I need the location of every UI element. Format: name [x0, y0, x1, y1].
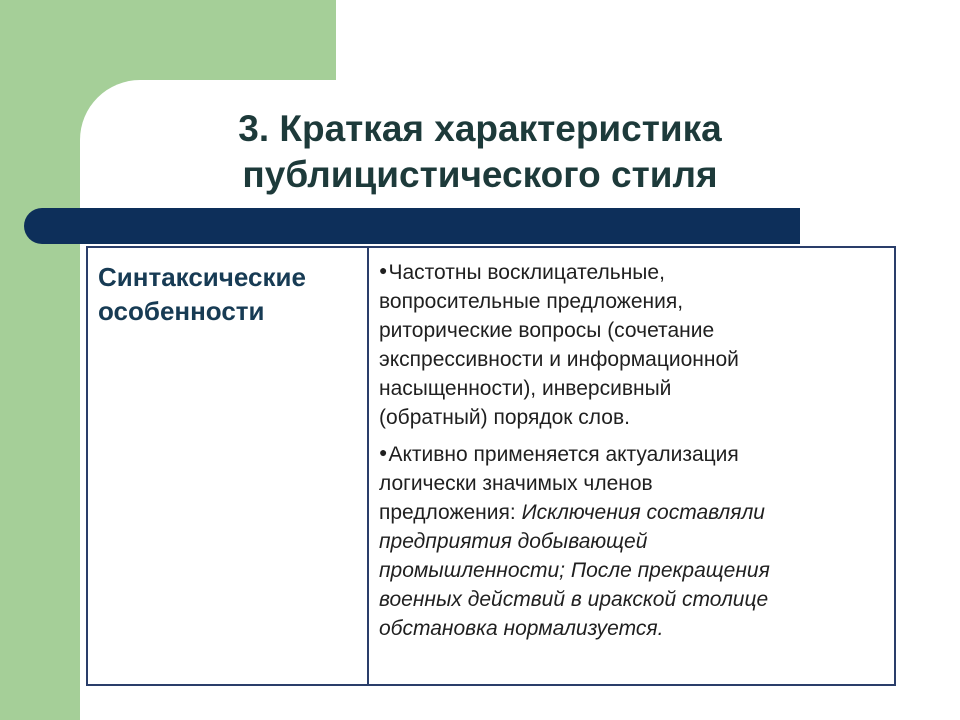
table-right-cell — [369, 248, 894, 684]
item1-line-6: (обратный) порядок слов. — [379, 406, 630, 429]
item2-text-3: предложения: — [379, 501, 522, 524]
cell-heading — [98, 260, 367, 328]
item2-line-3 — [379, 498, 884, 527]
list-item-syntax-1 — [379, 256, 884, 432]
item1-line-4: экспрессивности и информационной — [379, 348, 739, 371]
table-left-cell — [88, 248, 369, 684]
list-item-syntax-2 — [379, 438, 884, 643]
item1-line-1 — [379, 256, 884, 287]
title-line-1: 3. Краткая характеристика — [238, 108, 722, 149]
item1-line-3: риторические вопросы (сочетание — [379, 319, 715, 342]
bullet-icon: ● — [379, 262, 388, 278]
white-top-area — [336, 0, 960, 80]
title-underline-bar — [24, 208, 800, 244]
example-italic-5: обстановка нормализуется. — [379, 617, 664, 640]
item2-text-1: Активно применяется актуализация — [388, 443, 739, 466]
item1-text-1: Частотны восклицательные, — [388, 261, 665, 284]
slide-title — [160, 106, 800, 198]
example-italic-2: предприятия добывающей — [379, 530, 648, 553]
item1-line-2: вопросительные предложения, — [379, 290, 684, 313]
characteristics-table — [86, 246, 896, 686]
heading-line-1: Синтаксические — [98, 262, 306, 292]
example-italic-1: Исключения составляли — [521, 501, 765, 524]
heading-line-2: особенности — [98, 296, 265, 326]
item2-line-2: логически значимых членов — [379, 472, 653, 495]
example-italic-4: военных действий в иракской столице — [379, 588, 769, 611]
item2-line-1 — [379, 438, 884, 469]
title-line-2: публицистического стиля — [242, 154, 718, 195]
item1-line-5: насыщенности), инверсивный — [379, 377, 672, 400]
bullet-icon: ● — [379, 444, 388, 460]
example-italic-3: промышленности; После прекращения — [379, 559, 770, 582]
